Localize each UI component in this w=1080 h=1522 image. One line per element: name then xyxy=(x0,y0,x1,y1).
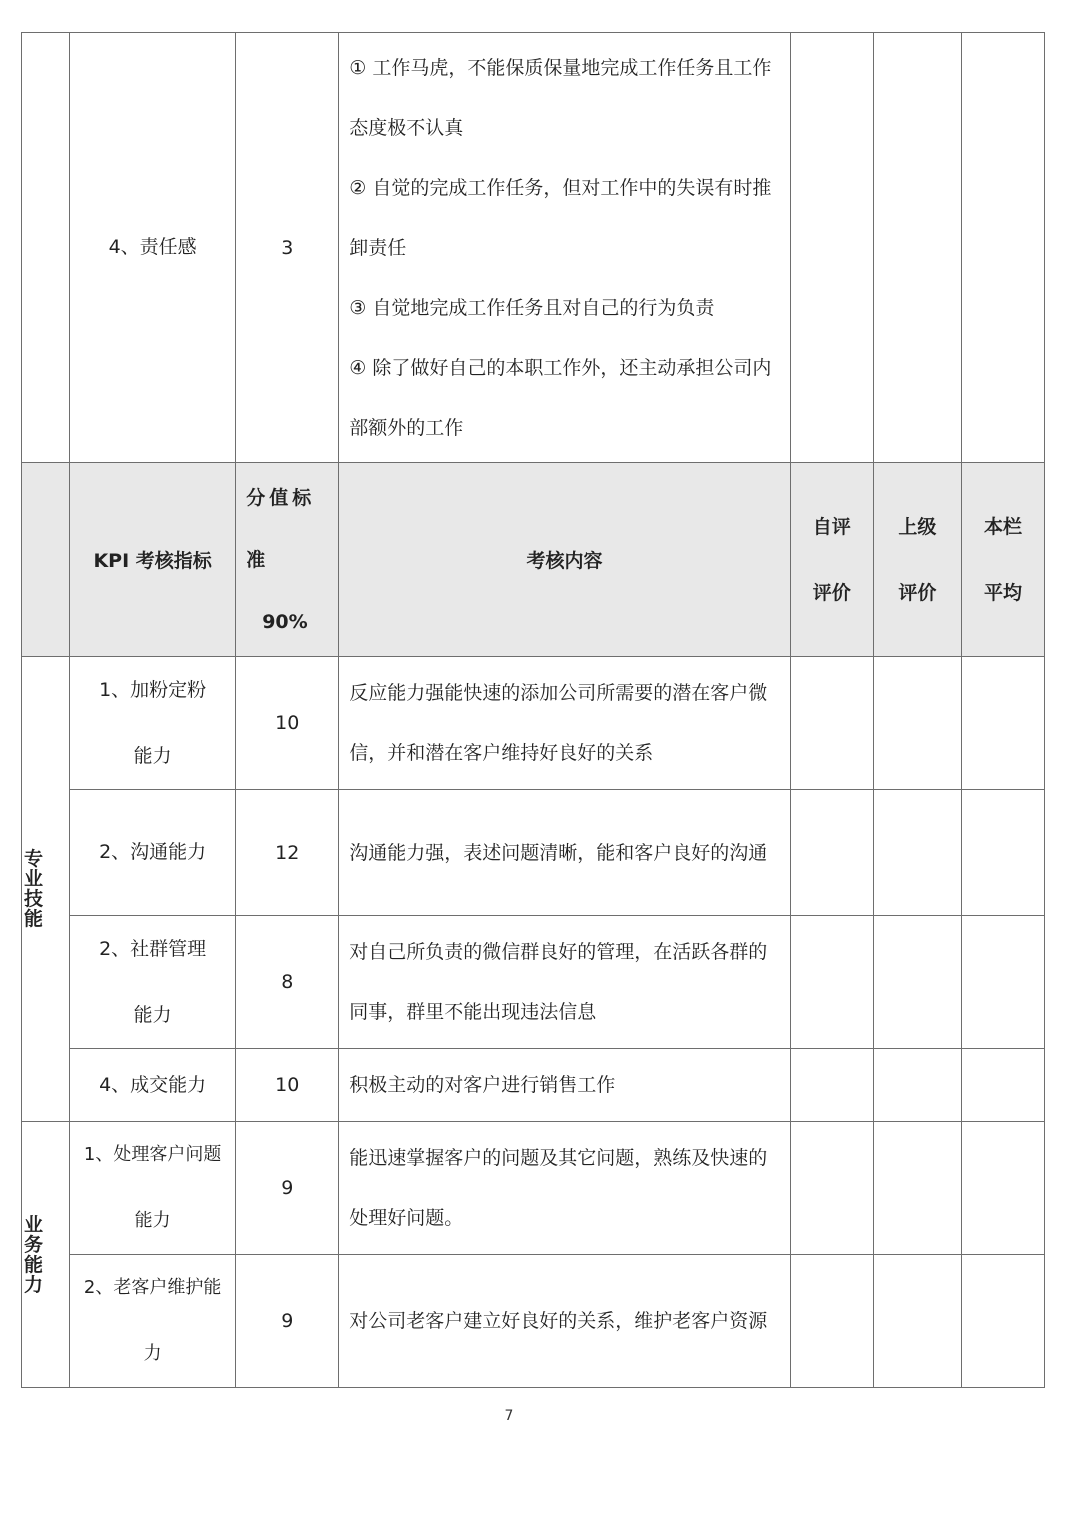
average-cell[interactable] xyxy=(961,657,1044,790)
table-row-responsibility xyxy=(22,33,1045,463)
superior-eval-cell[interactable] xyxy=(873,1255,961,1388)
content-cell: 沟通能力强，表述问题清晰，能和客户良好的沟通 xyxy=(339,790,790,916)
table-header-row xyxy=(22,463,1045,657)
superior-eval-cell[interactable] xyxy=(873,33,961,463)
score-cell: 9 xyxy=(236,1255,339,1388)
self-eval-cell[interactable] xyxy=(790,790,873,916)
score-cell: 10 xyxy=(236,1049,339,1122)
header-average xyxy=(961,463,1044,657)
header-score-line2: 准 xyxy=(246,548,266,571)
self-eval-cell[interactable] xyxy=(790,657,873,790)
kpi-assessment-table xyxy=(21,32,1045,1388)
category-cell-empty xyxy=(22,33,70,463)
table-row xyxy=(22,657,1045,790)
superior-eval-cell[interactable] xyxy=(873,1122,961,1255)
header-superior-eval xyxy=(873,463,961,657)
average-cell[interactable] xyxy=(961,33,1044,463)
score-cell: 10 xyxy=(236,657,339,790)
content-cell: 积极主动的对客户进行销售工作 xyxy=(339,1049,790,1122)
indicator-cell xyxy=(70,916,236,1049)
header-self-eval-line2: 评价 xyxy=(812,581,851,604)
average-cell[interactable] xyxy=(961,1049,1044,1122)
indicator-cell: 4、责任感 xyxy=(70,33,236,463)
average-cell[interactable] xyxy=(961,916,1044,1049)
header-category-cell xyxy=(22,463,70,657)
self-eval-cell[interactable] xyxy=(790,1122,873,1255)
content-cell: 对公司老客户建立好良好的关系，维护老客户资源 xyxy=(339,1255,790,1388)
content-cell: 对自己所负责的微信群良好的管理，在活跃各群的同事，群里不能出现违法信息 xyxy=(339,916,790,1049)
indicator-line2: 能力 xyxy=(134,1210,171,1231)
table-row xyxy=(22,1049,1045,1122)
indicator-cell xyxy=(70,1255,236,1388)
header-indicator: KPI 考核指标 xyxy=(70,463,236,657)
score-cell: 12 xyxy=(236,790,339,916)
content-item-1: ① 工作马虎，不能保质保量地完成工作任务且工作态度极不认真 xyxy=(349,56,772,139)
self-eval-cell[interactable] xyxy=(790,33,873,463)
average-cell[interactable] xyxy=(961,790,1044,916)
content-item-2: ② 自觉的完成工作任务，但对工作中的失误有时推卸责任 xyxy=(349,176,772,259)
header-score-line3: 90% xyxy=(262,610,308,633)
header-score-line1: 分值标 xyxy=(246,486,316,509)
table-row xyxy=(22,916,1045,1049)
self-eval-cell[interactable] xyxy=(790,916,873,1049)
category-professional-skills: 专业技能 xyxy=(22,657,70,1122)
content-cell xyxy=(339,33,790,463)
superior-eval-cell[interactable] xyxy=(873,916,961,1049)
header-superior-eval-line1: 上级 xyxy=(898,515,937,538)
self-eval-cell[interactable] xyxy=(790,1255,873,1388)
indicator-cell: 4、成交能力 xyxy=(70,1049,236,1122)
header-average-line1: 本栏 xyxy=(983,515,1022,538)
indicator-cell: 2、沟通能力 xyxy=(70,790,236,916)
indicator-line1: 1、加粉定粉 xyxy=(99,679,207,701)
superior-eval-cell[interactable] xyxy=(873,790,961,916)
header-score xyxy=(236,463,339,657)
header-self-eval-line1: 自评 xyxy=(812,515,851,538)
indicator-cell xyxy=(70,1122,236,1255)
superior-eval-cell[interactable] xyxy=(873,657,961,790)
average-cell[interactable] xyxy=(961,1255,1044,1388)
header-self-eval xyxy=(790,463,873,657)
indicator-line1: 1、处理客户问题 xyxy=(83,1144,222,1165)
score-cell: 9 xyxy=(236,1122,339,1255)
indicator-line2: 力 xyxy=(143,1343,162,1364)
header-superior-eval-line2: 评价 xyxy=(898,581,937,604)
table-row xyxy=(22,1255,1045,1388)
indicator-line2: 能力 xyxy=(133,1004,172,1026)
header-average-line2: 平均 xyxy=(983,581,1022,604)
table-row xyxy=(22,790,1045,916)
score-cell: 8 xyxy=(236,916,339,1049)
indicator-line2: 能力 xyxy=(133,745,172,767)
category-business-ability: 业务能力 xyxy=(22,1122,70,1388)
score-cell: 3 xyxy=(236,33,339,463)
average-cell[interactable] xyxy=(961,1122,1044,1255)
content-cell: 反应能力强能快速的添加公司所需要的潜在客户微信，并和潜在客户维持好良好的关系 xyxy=(339,657,790,790)
content-item-3: ③ 自觉地完成工作任务且对自己的行为负责 xyxy=(349,296,715,319)
content-cell: 能迅速掌握客户的问题及其它问题，熟练及快速的处理好问题。 xyxy=(339,1122,790,1255)
page-number: 7 xyxy=(504,1408,514,1424)
self-eval-cell[interactable] xyxy=(790,1049,873,1122)
indicator-cell xyxy=(70,657,236,790)
header-content: 考核内容 xyxy=(339,463,790,657)
superior-eval-cell[interactable] xyxy=(873,1049,961,1122)
indicator-line1: 2、社群管理 xyxy=(99,938,207,960)
table-row xyxy=(22,1122,1045,1255)
indicator-line1: 2、老客户维护能 xyxy=(83,1277,222,1298)
content-item-4: ④ 除了做好自己的本职工作外，还主动承担公司内部额外的工作 xyxy=(349,356,772,439)
